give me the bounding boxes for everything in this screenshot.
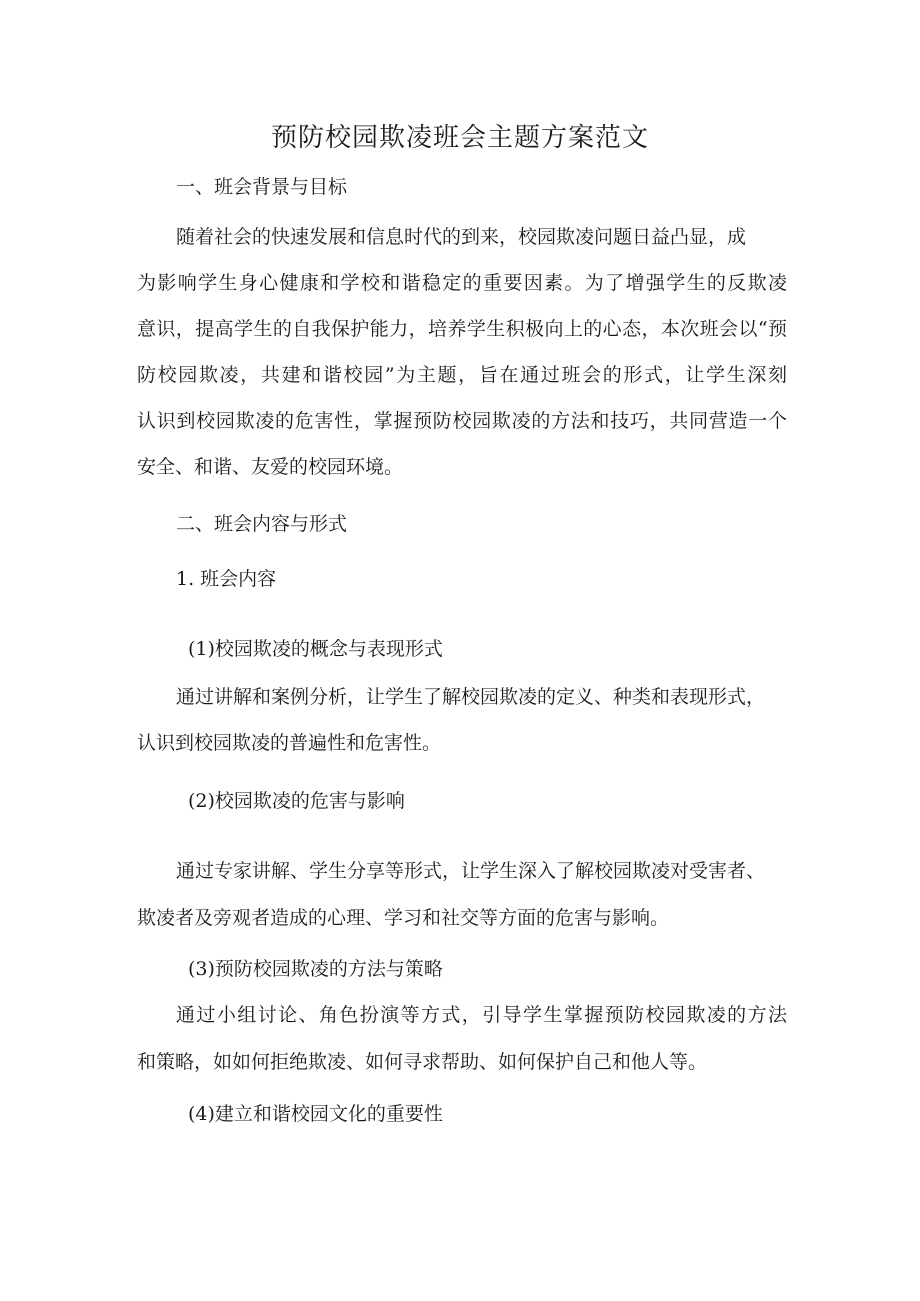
item4-heading: (4)建立和谐校园文化的重要性 <box>188 1103 443 1125</box>
section1-para-line-5: 认识到校园欺凌的危害性，掌握预防校园欺凌的方法和技巧，共同营造一个 <box>137 410 787 432</box>
section1-para-line-4: 防校园欺凌，共建和谐校园”为主题，旨在通过班会的形式，让学生深刻 <box>137 364 787 386</box>
item2-line-1: 通过专家讲解、学生分享等形式，让学生深入了解校园欺凌对受害者、 <box>176 860 766 882</box>
item1-line-1: 通过讲解和案例分析，让学生了解校园欺凌的定义、种类和表现形式， <box>176 686 766 708</box>
item3-line-1: 通过小组讨论、角色扮演等方式，引导学生掌握预防校园欺凌的方法 <box>176 1004 787 1026</box>
section2-heading: 二、班会内容与形式 <box>176 513 348 535</box>
item2-line-2: 欺凌者及旁观者造成的心理、学习和社交等方面的危害与影响。 <box>137 907 670 929</box>
section1-para-line-6: 安全、和谐、友爱的校园环境。 <box>137 456 404 478</box>
document-title: 预防校园欺凌班会主题方案范文 <box>270 123 649 153</box>
item3-line-2: 和策略，如如何拒绝欺凌、如何寻求帮助、如何保护自己和他人等。 <box>137 1051 708 1073</box>
section1-para-line-2: 为影响学生身心健康和学校和谐稳定的重要因素。为了增强学生的反欺凌 <box>137 272 787 294</box>
item1-line-2: 认识到校园欺凌的普遍性和危害性。 <box>137 732 442 754</box>
section1-para-line-3: 意识，提高学生的自我保护能力，培养学生积极向上的心态，本次班会以“预 <box>137 318 787 340</box>
item1-heading: (1)校园欺凌的概念与表现形式 <box>188 638 443 660</box>
item3-heading: (3)预防校园欺凌的方法与策略 <box>188 958 443 980</box>
subsection-heading: 1. 班会内容 <box>176 568 277 590</box>
section1-para-line-1: 随着社会的快速发展和信息时代的到来，校园欺凌问题日益凸显，成 <box>176 226 747 248</box>
section1-heading: 一、班会背景与目标 <box>176 176 348 198</box>
item2-heading: (2)校园欺凌的危害与影响 <box>188 790 405 812</box>
